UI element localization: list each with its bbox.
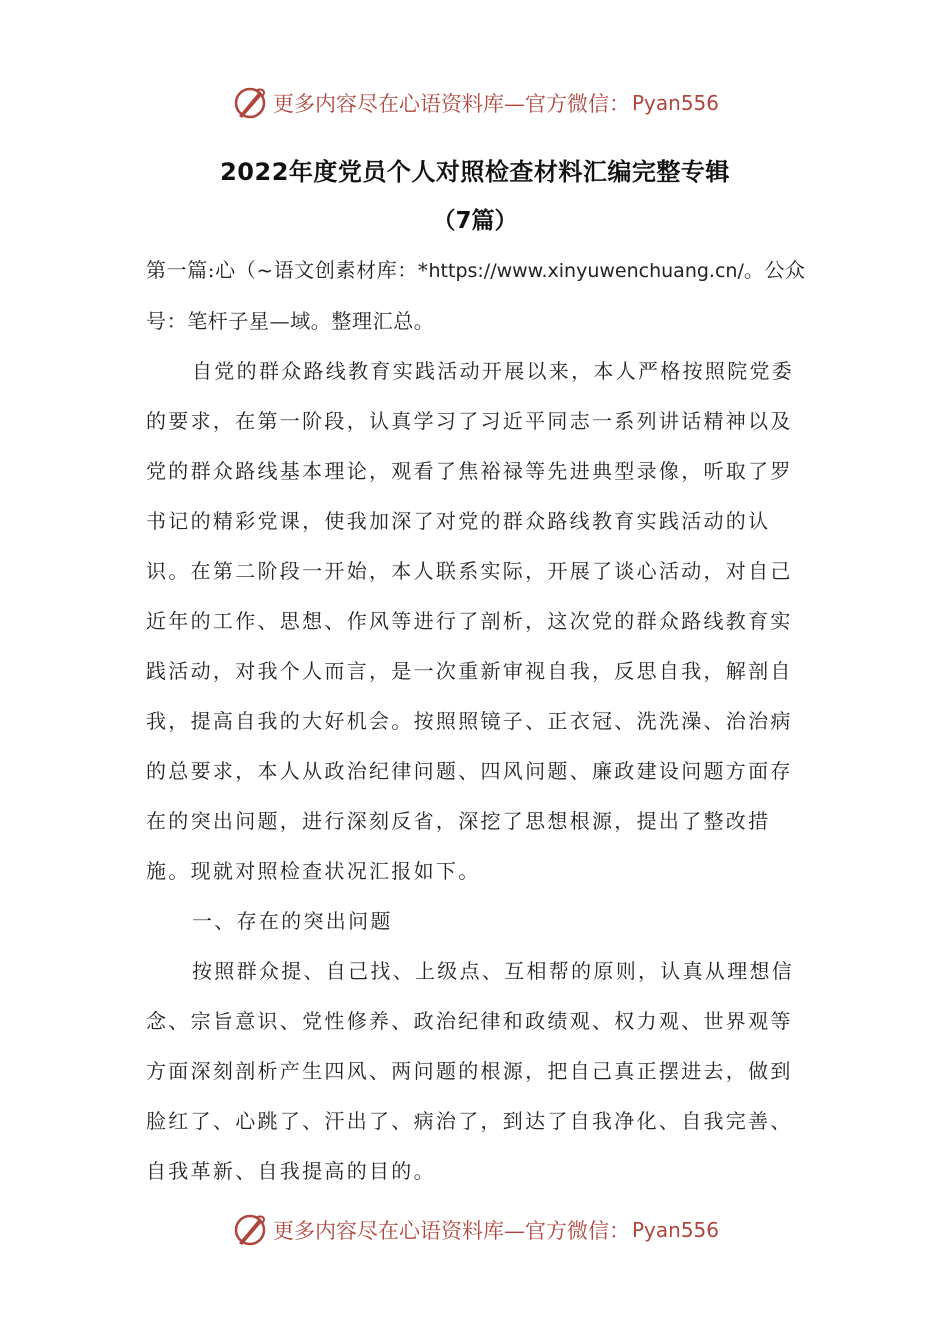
paragraph-2: 按照群众提、自己找、上级点、互相帮的原则，认真从理想信念、宗旨意识、党性修养、政治纪律和政绩观、权力观、世界观等方面深刻剖析产生四风、两问题的根源，把自己真正摆进去，做到脸红了、心跳了、汗出了、病治了，到达了自我净化、自我完善、自我革新、自我提高的目的。	[146, 959, 795, 1183]
paragraph-1: 自党的群众路线教育实践活动开展以来，本人严格按照院党委的要求，在第一阶段，认真学习了习近平同志一系列讲话精神以及党的群众路线基本理论，观看了焦裕禄等先进典型录像，听取了罗书记的精彩党课，使我加深了对党的群众路线教育实践活动的认识。在第二阶段一开始，本人联系实际，开展了谈心活动，对自己近年的工作、思想、作风等进行了剖析，这次党的群众路线教育实践活动，对我个人而言，是一次重新审视自我，反思自我，解剖自我，提高自我的大好机会。按照照镜子、正衣冠、洗洗澡、治治病的总要求，本人从政治纪律问题、四风问题、廉政建设问题方面存在的突出问题，进行深刻反省，深挖了思想根源，提出了整改措施。现就对照检查状况汇报如下。	[146, 359, 795, 883]
intro-prefix: 第一篇:心（~语文创素材库：*	[146, 258, 429, 282]
intro-suffix: 。公众号：笔杆子星—域。整理汇总。	[146, 258, 806, 333]
document-subtitle: （7篇）	[432, 208, 518, 234]
watermark-wechat-label: —官方微信：	[503, 92, 630, 116]
watermark-text: 更多内容尽在心语资料库	[272, 92, 504, 116]
section-heading-1: 一、存在的突出问题	[192, 909, 393, 933]
quill-pen-icon	[231, 84, 269, 122]
document-title: 2022年度党员个人对照检查材料汇编完整专辑	[220, 158, 730, 186]
intro-url-link[interactable]: https://www.xinyuwenchuang.cn/	[428, 260, 744, 282]
quill-pen-icon	[231, 1211, 269, 1249]
watermark-banner-top	[0, 83, 950, 123]
watermark-text: 更多内容尽在心语资料库	[272, 1219, 504, 1243]
intro-line	[146, 245, 806, 346]
watermark-banner-bottom	[0, 1210, 950, 1250]
watermark-wechat-id: Pyan556	[631, 91, 719, 115]
watermark-wechat-label: —官方微信：	[503, 1219, 630, 1243]
document-body	[146, 245, 806, 1196]
watermark-wechat-id: Pyan556	[631, 1218, 719, 1242]
